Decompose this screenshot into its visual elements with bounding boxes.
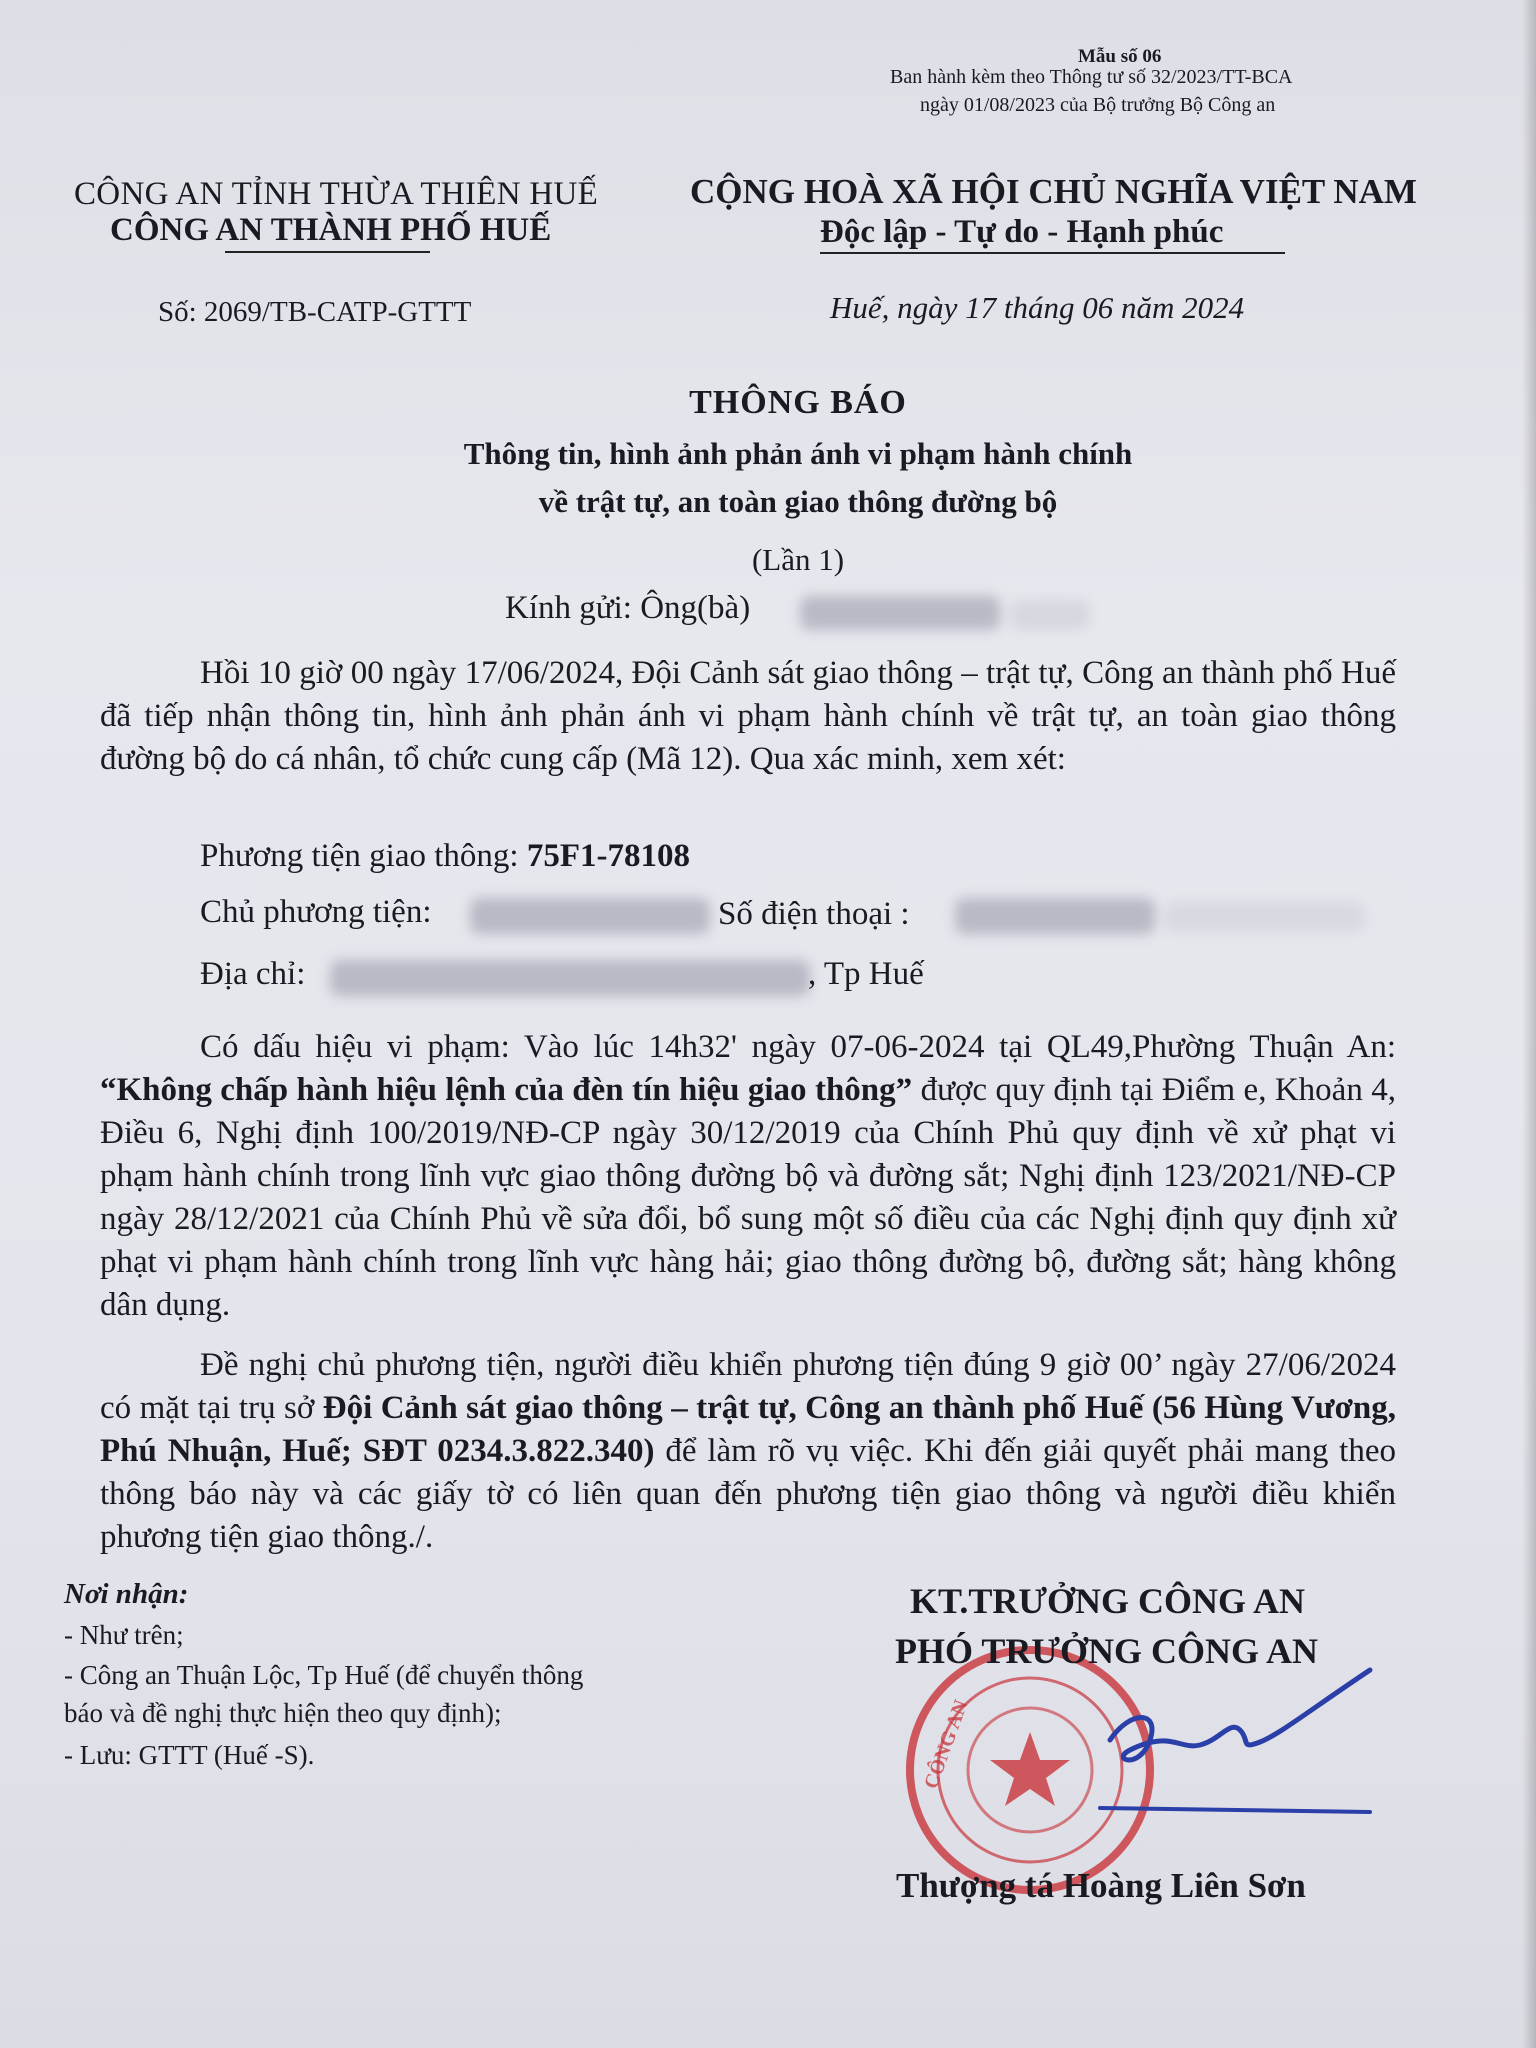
address-label: Địa chỉ:	[200, 956, 306, 992]
redacted-owner-name	[470, 898, 710, 934]
violation-description: “Không chấp hành hiệu lệnh của đèn tín hiệu giao thông”	[100, 1072, 913, 1108]
form-number: Mẫu số 06	[1078, 46, 1162, 67]
document-number: Số: 2069/TB-CATP-GTTT	[158, 296, 472, 328]
signer-name: Thượng tá Hoàng Liên Sơn	[896, 1866, 1306, 1905]
phone-label: Số điện thoại :	[718, 896, 910, 932]
motto-underline	[820, 252, 1285, 254]
svg-text:CÔNG AN: CÔNG AN	[920, 1696, 973, 1792]
recipients-title: Nơi nhận:	[64, 1578, 189, 1610]
redacted-phone-ghost	[1165, 902, 1365, 932]
document-title: THÔNG BÁO	[689, 384, 907, 421]
document-subtitle-line2: về trật tự, an toàn giao thông đường bộ	[538, 484, 1058, 519]
redacted-phone	[955, 898, 1155, 934]
agency-name: CÔNG AN THÀNH PHỐ HUẾ	[110, 212, 552, 248]
recipients-item: - Như trên;	[64, 1620, 184, 1650]
violation-paragraph: Có dấu hiệu vi phạm: Vào lúc 14h32' ngày 07-06-2024 tại QL49,Phường Thuận An: “Không chấp hành hiệu lệnh của đèn tín hiệu giao thông” được quy định tại Điểm e, Khoản 4, Điều 6, Nghị định 100/2019/NĐ-CP ngày 30/12/2019 của Chính Phủ quy định về xử phạt vi phạm hành chính trong lĩnh vực giao thông đường bộ và đường sắt; Nghị định 123/2021/NĐ-CP ngày 28/12/2021 của Chính Phủ về sửa đổi, bổ sung một số điều của các Nghị định quy định xử phạt vi phạm hành chính trong lĩnh vực hàng hải; giao thông đường bộ, đường sắt; hàng không dân dụng.	[100, 1029, 1396, 1323]
recipients-item: - Công an Thuận Lộc, Tp Huế (để chuyển thông	[64, 1660, 584, 1690]
form-reference-line2: ngày 01/08/2023 của Bộ trưởng Bộ Công an	[920, 94, 1276, 116]
redacted-recipient-name	[800, 596, 1000, 630]
recipients-item: - Lưu: GTTT (Huế -S).	[64, 1740, 315, 1770]
agency-underline	[225, 251, 430, 253]
request-paragraph: Đề nghị chủ phương tiện, người điều khiển phương tiện đúng 9 giờ 00’ ngày 27/06/2024 có mặt tại trụ sở Đội Cảnh sát giao thông – trật tự, Công an thành phố Huế (56 Hùng Vương, Phú Nhuận, Huế; SĐT 0234.3.822.340) để làm rõ vụ việc. Khi đến giải quyết phải mang theo thông báo này và các giấy tờ có liên quan đến phương tiện giao thông và người điều khiển phương tiện giao thông./.	[100, 1347, 1396, 1555]
recipient-salutation: Kính gửi: Ông(bà)	[505, 590, 751, 626]
vehicle-label: Phương tiện giao thông:	[200, 838, 527, 874]
document-subtitle-line1: Thông tin, hình ảnh phản ánh vi phạm hành chính	[463, 436, 1133, 471]
intro-paragraph: Hồi 10 giờ 00 ngày 17/06/2024, Đội Cảnh sát giao thông – trật tự, Công an thành phố Huế đã tiếp nhận thông tin, hình ảnh phản ánh vi phạm hành chính về trật tự, an toàn giao thông đường bộ do cá nhân, tổ chức cung cấp (Mã 12). Qua xác minh, xem xét:	[100, 655, 1396, 777]
form-reference-line1: Ban hành kèm theo Thông tư số 32/2023/TT-BCA	[890, 66, 1293, 88]
national-motto: Độc lập - Tự do - Hạnh phúc	[820, 214, 1224, 250]
address-city: , Tp Huế	[808, 956, 924, 992]
office-address: Đội Cảnh sát giao thông – trật tự, Công an thành phố Huế (56 Hùng Vương, Phú Nhuận, Huế; SĐT 0234.3.822.340)	[100, 1390, 1396, 1469]
notice-round: (Lần 1)	[751, 542, 845, 577]
document-date: Huế, ngày 17 tháng 06 năm 2024	[830, 290, 1245, 325]
recipients-item: báo và đề nghị thực hiện theo quy định);	[64, 1698, 502, 1728]
owner-label: Chủ phương tiện:	[200, 894, 432, 930]
signature-title-line1: KT.TRƯỞNG CÔNG AN	[910, 1581, 1306, 1621]
redacted-address	[330, 960, 810, 996]
vehicle-field	[200, 838, 690, 875]
redacted-recipient-year	[1010, 600, 1090, 630]
agency-parent: CÔNG AN TỈNH THỪA THIÊN HUẾ	[74, 176, 599, 212]
vehicle-plate: 75F1-78108	[526, 838, 690, 874]
national-title: CỘNG HOÀ XÃ HỘI CHỦ NGHĨA VIỆT NAM	[690, 172, 1417, 211]
signature-title-line2: PHÓ TRƯỞNG CÔNG AN	[895, 1631, 1319, 1671]
handwritten-signature-icon	[1090, 1650, 1390, 1830]
